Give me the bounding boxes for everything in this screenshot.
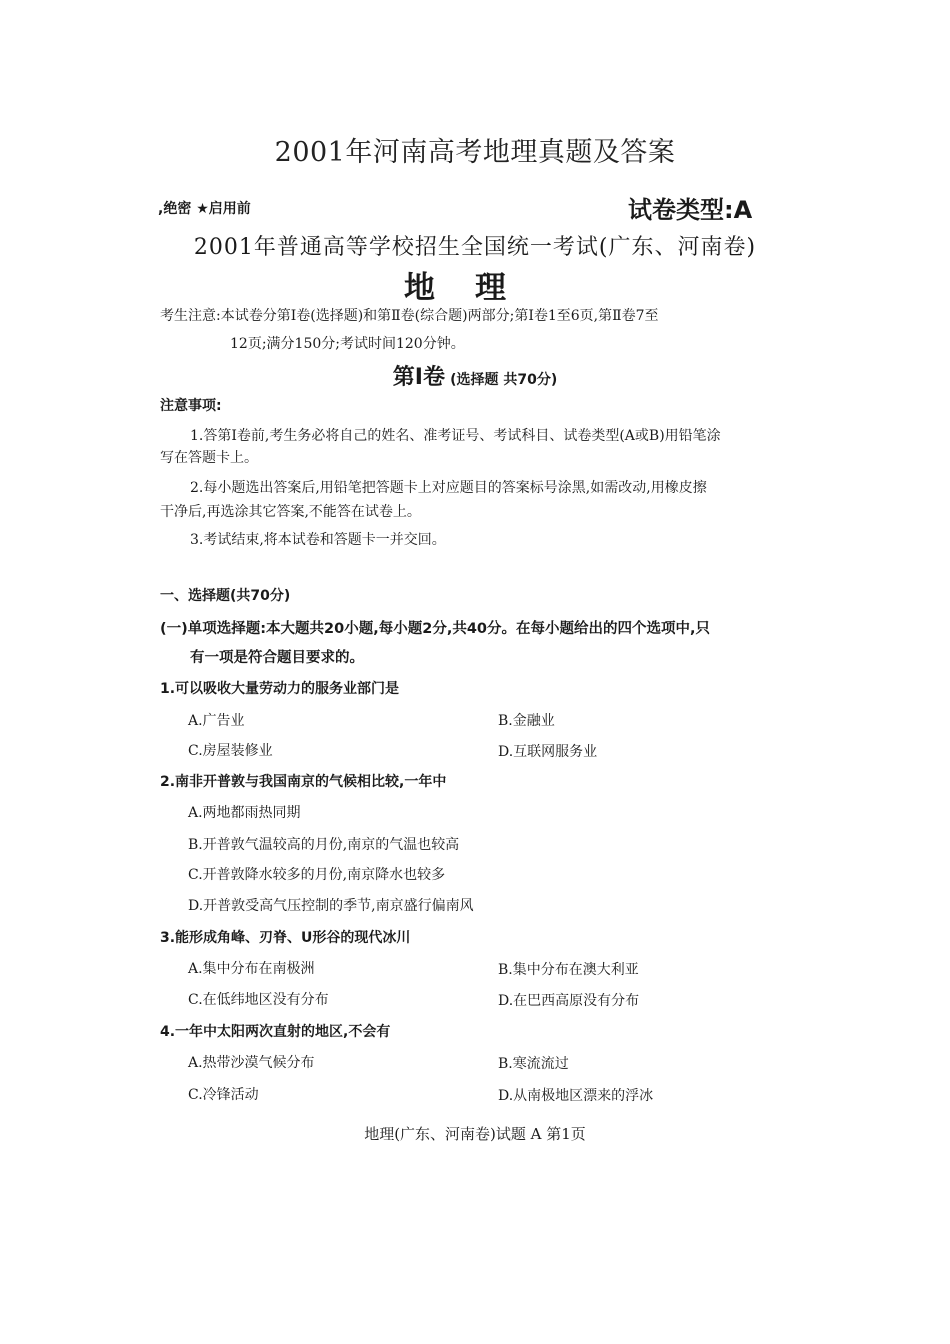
volume1-subtitle: (选择题 共70分) (450, 372, 558, 388)
question-option: A.集中分布在南极洲 (188, 961, 315, 977)
question-stem: 4.一年中太阳两次直射的地区,不会有 (160, 1024, 391, 1040)
question-option: C.开普敦降水较多的月份,南京降水也较多 (188, 867, 446, 883)
note-line: 干净后,再选涂其它答案,不能答在试卷上。 (160, 504, 421, 520)
question-option: C.冷锋活动 (188, 1087, 259, 1103)
question-option: D.在巴西高原没有分布 (498, 993, 640, 1009)
question-option: A.广告业 (188, 713, 245, 729)
part-instructions-line: (一)单项选择题:本大题共20小题,每小题2分,共40分。在每小题给出的四个选项中,只 (160, 621, 711, 637)
candidate-notice-line: 12页;满分150分;考试时间120分钟。 (230, 336, 465, 352)
question-option: C.在低纬地区没有分布 (188, 992, 329, 1008)
question-option: D.从南极地区漂来的浮冰 (498, 1088, 654, 1104)
notes-heading: 注意事项: (160, 398, 222, 414)
page-footer: 地理(广东、河南卷)试题 A 第1页 (364, 1125, 586, 1143)
note-line: 1.答第Ⅰ卷前,考生务必将自己的姓名、准考证号、考试科目、试卷类型(A或B)用铅笔涂 (190, 428, 721, 444)
question-option: D.开普敦受高气压控制的季节,南京盛行偏南风 (188, 898, 474, 914)
question-option: B.金融业 (498, 713, 555, 729)
question-option: D.互联网服务业 (498, 744, 598, 760)
section-heading: 一、选择题(共70分) (160, 588, 291, 604)
confidential-mark: ,绝密 ★启用前 (158, 201, 251, 217)
subject-title: 地理 (404, 270, 546, 306)
question-option: B.寒流流过 (498, 1056, 569, 1072)
volume1-heading (0, 360, 950, 391)
question-option: C.房屋装修业 (188, 743, 273, 759)
exam-name: 2001年普通高等学校招生全国统一考试(广东、河南卷) (193, 235, 757, 260)
question-option: B.开普敦气温较高的月份,南京的气温也较高 (188, 837, 460, 853)
question-option: A.两地都雨热同期 (188, 805, 301, 821)
question-stem: 1.可以吸收大量劳动力的服务业部门是 (160, 681, 400, 697)
part-instructions-line: 有一项是符合题目要求的。 (190, 650, 364, 666)
note-line: 3.考试结束,将本试卷和答题卡一并交回。 (190, 532, 446, 548)
document-title: 2001年河南高考地理真题及答案 (274, 137, 676, 168)
question-stem: 3.能形成角峰、刃脊、U形谷的现代冰川 (160, 930, 411, 946)
volume1-title: 第Ⅰ卷 (392, 365, 445, 390)
question-option: A.热带沙漠气候分布 (188, 1055, 315, 1071)
paper-type-label: 试卷类型:A (628, 196, 753, 224)
note-line: 2.每小题选出答案后,用铅笔把答题卡上对应题目的答案标号涂黑,如需改动,用橡皮擦 (190, 480, 707, 496)
note-line: 写在答题卡上。 (160, 450, 258, 466)
question-option: B.集中分布在澳大利亚 (498, 962, 639, 978)
question-stem: 2.南非开普敦与我国南京的气候相比较,一年中 (160, 774, 447, 790)
candidate-notice-line: 考生注意:本试卷分第Ⅰ卷(选择题)和第Ⅱ卷(综合题)两部分;第Ⅰ卷1至6页,第Ⅱ卷7至 (160, 308, 659, 324)
